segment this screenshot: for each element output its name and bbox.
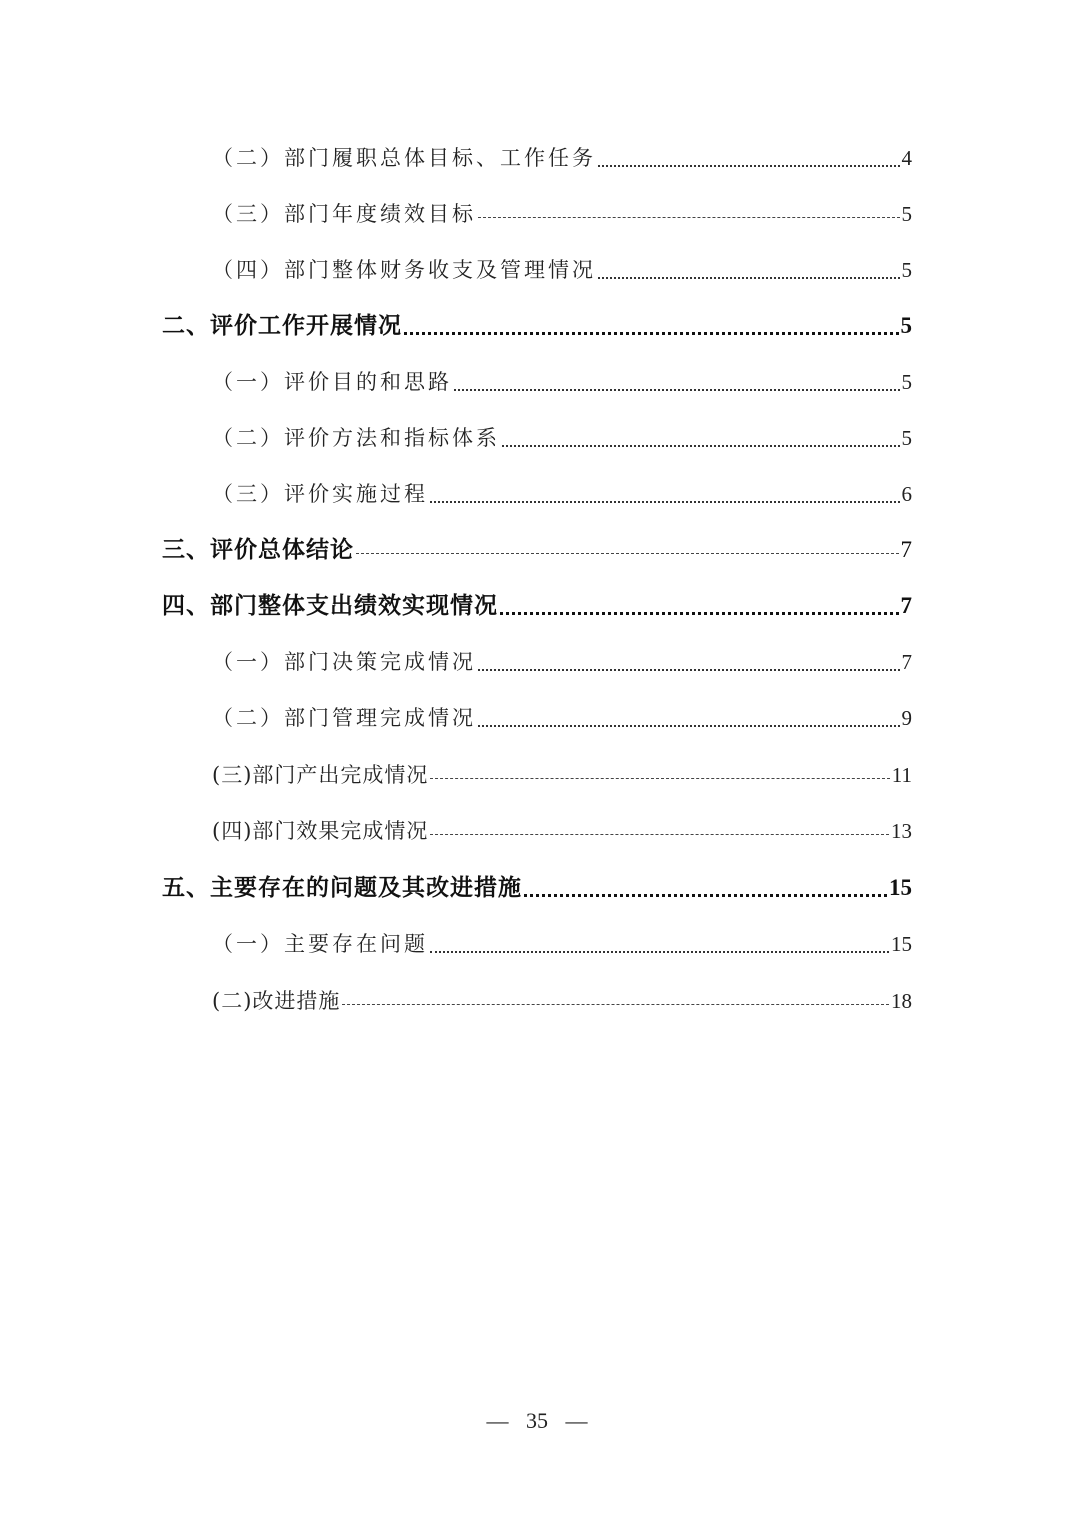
toc-entry[interactable]	[162, 532, 912, 568]
toc-entry-page: 9	[901, 706, 912, 730]
toc-leader	[430, 950, 889, 953]
toc-entry-title: 五、主要存在的问题及其改进措施	[162, 874, 522, 901]
toc-leader	[430, 778, 889, 779]
toc-leader	[524, 893, 887, 897]
toc-entry-page: 5	[901, 202, 912, 226]
toc-entry-title: （一）评价目的和思路	[212, 370, 452, 394]
toc-leader	[478, 724, 900, 727]
toc-entry-title: 二、评价工作开展情况	[162, 312, 402, 339]
toc-entry-page: 5	[901, 258, 912, 282]
toc-entry[interactable]	[162, 308, 912, 344]
toc-leader	[430, 500, 900, 503]
toc-entry-page: 15	[891, 932, 912, 956]
toc-entry[interactable]	[162, 588, 912, 624]
toc-entry[interactable]	[212, 364, 912, 400]
toc-entry-page: 6	[901, 482, 912, 506]
toc-entry[interactable]	[212, 757, 912, 793]
toc-entry[interactable]	[212, 140, 912, 176]
toc-entry-page: 5	[901, 370, 912, 394]
toc-entry-title: (四)部门效果完成情况	[212, 819, 429, 843]
toc-entry-page: 7	[901, 650, 912, 674]
toc-entry-title: 四、部门整体支出绩效实现情况	[162, 592, 498, 619]
toc-entry[interactable]	[212, 700, 912, 736]
toc-leader	[478, 217, 900, 218]
toc-entry-page: 15	[889, 875, 912, 900]
toc-entry-title: （一）部门决策完成情况	[212, 650, 476, 674]
toc-entry-title: （一）主要存在问题	[212, 932, 428, 956]
page-number: 35	[526, 1408, 548, 1433]
footer-dash-right: —	[565, 1408, 588, 1433]
toc-entry[interactable]	[212, 926, 912, 962]
toc-entry-page: 18	[891, 989, 912, 1013]
toc-entry[interactable]	[162, 870, 912, 906]
toc-entry-page: 5	[901, 426, 912, 450]
footer-dash-left: —	[486, 1408, 509, 1433]
toc-entry[interactable]	[212, 476, 912, 512]
toc-entry-page: 13	[891, 819, 912, 843]
toc-entry[interactable]	[212, 813, 912, 849]
toc-leader	[478, 668, 900, 671]
toc-leader	[356, 553, 899, 554]
toc-entry-page: 4	[901, 146, 912, 170]
toc-entry-title: （三）部门年度绩效目标	[212, 202, 476, 226]
toc-entry-title: （二）评价方法和指标体系	[212, 426, 500, 450]
toc-entry[interactable]	[212, 644, 912, 680]
toc-entry-page: 5	[900, 313, 912, 338]
toc-entry[interactable]	[212, 420, 912, 456]
page-footer	[0, 1408, 1074, 1434]
toc-leader	[454, 388, 900, 391]
toc-leader	[502, 444, 900, 447]
toc-leader	[342, 1004, 889, 1005]
toc-leader	[430, 834, 889, 835]
toc-leader	[500, 611, 899, 615]
toc-entry-page: 11	[891, 763, 912, 787]
toc-leader	[598, 276, 900, 279]
toc-entry-title: （二）部门履职总体目标、工作任务	[212, 146, 596, 170]
toc-entry[interactable]	[212, 983, 912, 1019]
toc-entry-title: (三)部门产出完成情况	[212, 763, 429, 787]
toc-leader	[404, 331, 899, 335]
toc-entry[interactable]	[212, 252, 912, 288]
toc-entry-title: 三、评价总体结论	[162, 536, 354, 563]
toc-entry-title: (二)改进措施	[212, 989, 341, 1013]
toc-entry-page: 7	[900, 537, 912, 562]
toc-entry-title: （二）部门管理完成情况	[212, 706, 476, 730]
toc-entry-title: （四）部门整体财务收支及管理情况	[212, 258, 596, 282]
toc-entry-title: （三）评价实施过程	[212, 482, 428, 506]
toc-leader	[598, 164, 900, 167]
toc-entry-page: 7	[900, 593, 912, 618]
toc-entry[interactable]	[212, 196, 912, 232]
